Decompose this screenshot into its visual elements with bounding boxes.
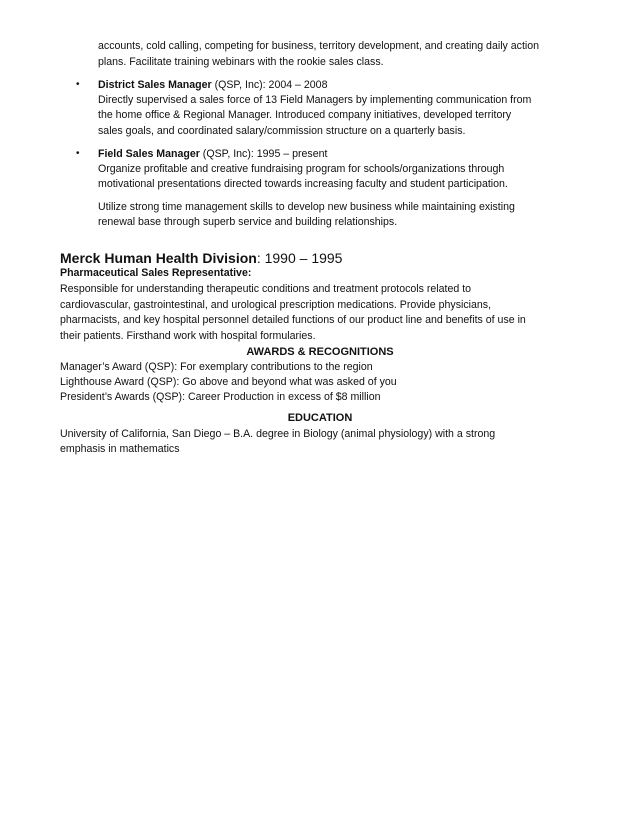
district-line-3: sales goals, and coordinated salary/commission structure on a quarterly basis. [98,125,466,137]
field-heading [98,146,327,162]
award-item-2: Lighthouse Award (QSP): Go above and beyond what was asked of you [60,376,397,388]
field-line-1: Organize profitable and creative fundraising program for schools/organizations through [98,163,505,175]
district-line-1: Directly supervised a sales force of 13 Field Managers by implementing communication from [98,94,532,106]
district-heading [98,77,327,93]
education-line-2: emphasis in mathematics [60,443,180,455]
merck-line-2: cardiovascular, gastrointestinal, and urological prescription medications. Provide physicians, [60,299,492,311]
merck-line-1: Responsible for understanding therapeutic conditions and treatment protocols related to [60,283,472,295]
education-line-1: University of California, San Diego – B.A. degree in Biology (animal physiology) with a strong [60,428,496,440]
district-meta: (QSP, Inc): 2004 – 2008 [211,79,328,91]
award-item-1: Manager’s Award (QSP): For exemplary contributions to the region [60,361,373,373]
merck-line-3: pharmacists, and key hospital personnel detailed functions of our product line and benefits of use in [60,314,526,326]
merck-position: Pharmaceutical Sales Representative: [60,267,252,279]
intro-line-1: accounts, cold calling, competing for business, territory development, and creating daily action [98,40,540,52]
district-title: District Sales Manager [98,79,212,91]
education-heading: EDUCATION [287,412,353,424]
field-extra-line-1: Utilize strong time management skills to develop new business while maintaining existing [98,201,515,213]
intro-line-2: plans. Facilitate training webinars with the rookie sales class. [98,56,384,68]
field-extra-line-2: renewal base through superb service and building relationships. [98,216,398,228]
merck-company: Merck Human Health Division [60,250,257,266]
merck-dates: : 1990 – 1995 [256,250,343,266]
field-meta: (QSP, Inc): 1995 – present [199,148,328,160]
bullet-field: • [76,148,80,159]
merck-line-4: their patients. Firsthand work with hospital formularies. [60,330,316,342]
field-line-2: motivational presentations directed towards increasing faculty and student participation. [98,178,508,190]
award-item-3: President’s Awards (QSP): Career Production in excess of $8 million [60,391,381,403]
bullet-district: • [76,79,80,90]
field-title: Field Sales Manager [98,148,200,160]
district-line-2: the home office & Regional Manager. Introduced company initiatives, developed territory [98,109,512,121]
awards-heading: AWARDS & RECOGNITIONS [246,346,394,358]
